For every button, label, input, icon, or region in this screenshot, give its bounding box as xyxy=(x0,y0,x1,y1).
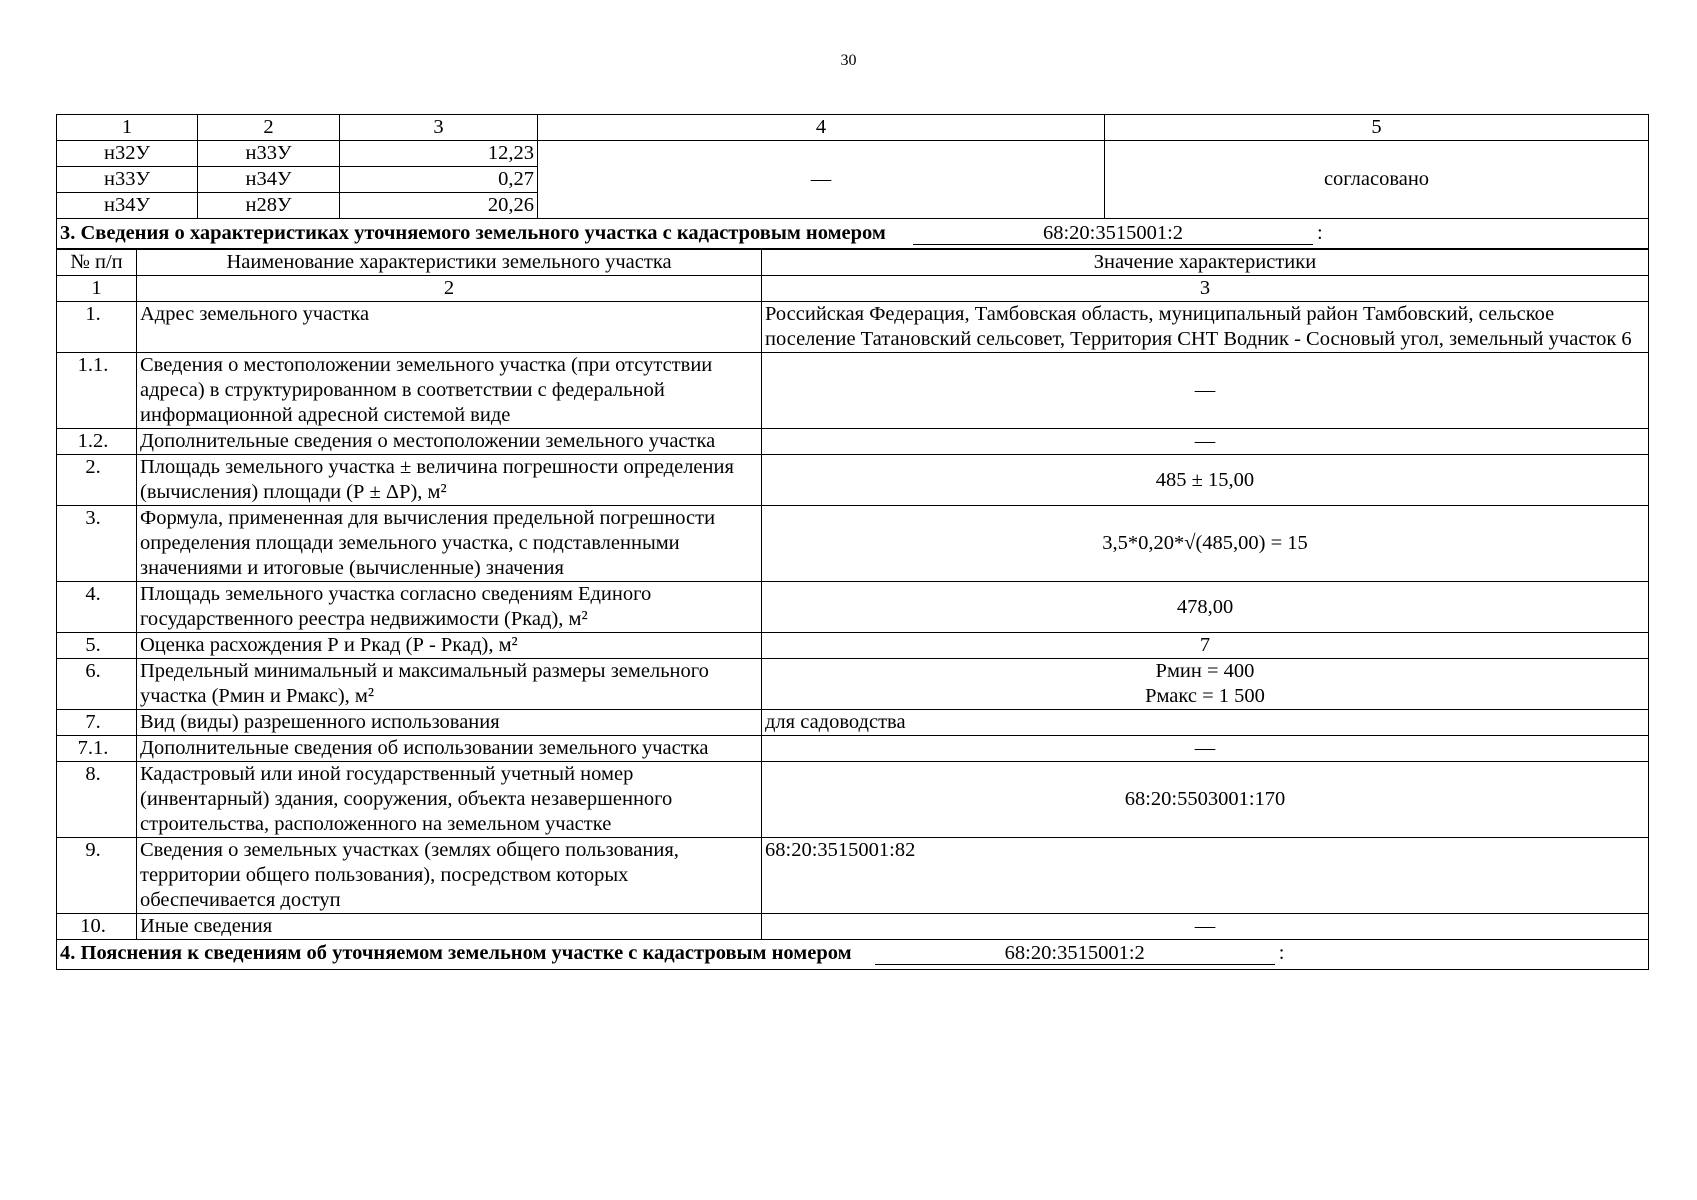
section4-title-cell xyxy=(57,940,1649,970)
section3-suffix: : xyxy=(1317,222,1323,244)
table-row xyxy=(57,506,1649,582)
boundary-header-cell: 1 xyxy=(57,115,198,141)
row-number: 5. xyxy=(57,633,137,659)
row-name: Дополнительные сведения об использовании земельного участка xyxy=(137,736,762,762)
point-from: н33У xyxy=(57,167,198,193)
row-value: 68:20:3515001:82 xyxy=(762,838,1649,914)
characteristics-table xyxy=(56,249,1649,970)
segment-length: 12,23 xyxy=(340,141,538,167)
max-area-value: Рмакс = 1 500 xyxy=(1145,685,1265,707)
table-row xyxy=(57,659,1649,710)
row-name: Оценка расхождения Р и Ркад (Р - Ркад), м² xyxy=(137,633,762,659)
document-body xyxy=(56,114,1648,970)
table-row xyxy=(57,429,1649,455)
row-number: 6. xyxy=(57,659,137,710)
section3-cadastral-number: 68:20:3515001:2 xyxy=(913,222,1313,245)
table-row xyxy=(57,582,1649,633)
boundary-header-cell: 3 xyxy=(340,115,538,141)
row-value: — xyxy=(762,736,1649,762)
section3-title-row xyxy=(57,219,1649,249)
row-value: 478,00 xyxy=(762,582,1649,633)
column-number: 3 xyxy=(762,276,1649,302)
row-name: Сведения о земельных участках (землях общего пользования, территории общего пользования), посредством которых обеспечивается доступ xyxy=(137,838,762,914)
row-name: Сведения о местоположении земельного участка (при отсутствии адреса) в структурированном в соответствии с федеральной информационной адресной системой виде xyxy=(137,353,762,429)
point-to: н28У xyxy=(198,193,340,219)
row-number: 7.1. xyxy=(57,736,137,762)
column-number: 2 xyxy=(137,276,762,302)
table-row xyxy=(57,455,1649,506)
row-name: Площадь земельного участка ± величина погрешности определения (вычисления) площади (Р ± ΔР), м² xyxy=(137,455,762,506)
row-value: — xyxy=(762,353,1649,429)
table-row xyxy=(57,353,1649,429)
column-number: 1 xyxy=(57,276,137,302)
row-value: 68:20:5503001:170 xyxy=(762,762,1649,838)
row-number: 4. xyxy=(57,582,137,633)
row-value: — xyxy=(762,914,1649,940)
section3-title: 3. Сведения о характеристиках уточняемого земельного участка с кадастровым номером xyxy=(60,222,886,244)
boundary-row xyxy=(57,141,1649,167)
row-name: Площадь земельного участка согласно сведениям Единого государственного реестра недвижимости (Ркад), м² xyxy=(137,582,762,633)
row-name: Предельный минимальный и максимальный размеры земельного участка (Рмин и Рмакс), м² xyxy=(137,659,762,710)
row-number: 9. xyxy=(57,838,137,914)
col-header-number: № п/п xyxy=(57,250,137,276)
col-header-value: Значение характеристики xyxy=(762,250,1649,276)
row-name: Формула, примененная для вычисления предельной погрешности определения площади земельного участка, с подставленными значениями и итоговые (вычисленные) значения xyxy=(137,506,762,582)
boundary-col4-value: — xyxy=(538,141,1105,219)
boundary-table xyxy=(56,114,1649,249)
boundary-header-cell: 4 xyxy=(538,115,1105,141)
section4-suffix: : xyxy=(1278,942,1285,964)
characteristics-header-row xyxy=(57,250,1649,276)
row-number: 7. xyxy=(57,710,137,736)
row-number: 1.1. xyxy=(57,353,137,429)
row-value: — xyxy=(762,429,1649,455)
row-number: 1.2. xyxy=(57,429,137,455)
point-from: н32У xyxy=(57,141,198,167)
row-name: Адрес земельного участка xyxy=(137,302,762,353)
column-numbers-row xyxy=(57,276,1649,302)
row-number: 3. xyxy=(57,506,137,582)
col-header-name: Наименование характеристики земельного участка xyxy=(137,250,762,276)
row-name: Вид (виды) разрешенного использования xyxy=(137,710,762,736)
boundary-status: согласовано xyxy=(1105,141,1649,219)
row-value xyxy=(762,659,1649,710)
point-to: н33У xyxy=(198,141,340,167)
row-value: Российская Федерация, Тамбовская область, муниципальный район Тамбовский, сельское поселение Татановский сельсовет, Территория СНТ Водник - Сосновый угол, земельный участок 6 xyxy=(762,302,1649,353)
row-value: 3,5*0,20*√(485,00) = 15 xyxy=(762,506,1649,582)
table-row xyxy=(57,838,1649,914)
row-number: 1. xyxy=(57,302,137,353)
row-number: 2. xyxy=(57,455,137,506)
boundary-header-cell: 5 xyxy=(1105,115,1649,141)
row-number: 8. xyxy=(57,762,137,838)
boundary-header-cell: 2 xyxy=(198,115,340,141)
table-row xyxy=(57,736,1649,762)
section4-cadastral-number: 68:20:3515001:2 xyxy=(875,942,1275,965)
row-name: Дополнительные сведения о местоположении земельного участка xyxy=(137,429,762,455)
row-name: Кадастровый или иной государственный учетный номер (инвентарный) здания, сооружения, объекта незавершенного строительства, расположенного на земельном участке xyxy=(137,762,762,838)
row-value: 7 xyxy=(762,633,1649,659)
row-value: для садоводства xyxy=(762,710,1649,736)
min-area-value: Рмин = 400 xyxy=(1155,660,1255,682)
row-number: 10. xyxy=(57,914,137,940)
row-name: Иные сведения xyxy=(137,914,762,940)
row-value: 485 ± 15,00 xyxy=(762,455,1649,506)
section4-title-row xyxy=(57,940,1649,970)
table-row xyxy=(57,633,1649,659)
segment-length: 20,26 xyxy=(340,193,538,219)
point-to: н34У xyxy=(198,167,340,193)
section4-title: 4. Пояснения к сведениям об уточняемом земельном участке с кадастровым номером xyxy=(60,942,852,964)
section3-title-cell xyxy=(57,219,1649,249)
boundary-header-row xyxy=(57,115,1649,141)
point-from: н34У xyxy=(57,193,198,219)
page-number: 30 xyxy=(840,52,857,69)
table-row xyxy=(57,710,1649,736)
table-row xyxy=(57,914,1649,940)
segment-length: 0,27 xyxy=(340,167,538,193)
table-row xyxy=(57,302,1649,353)
table-row xyxy=(57,762,1649,838)
